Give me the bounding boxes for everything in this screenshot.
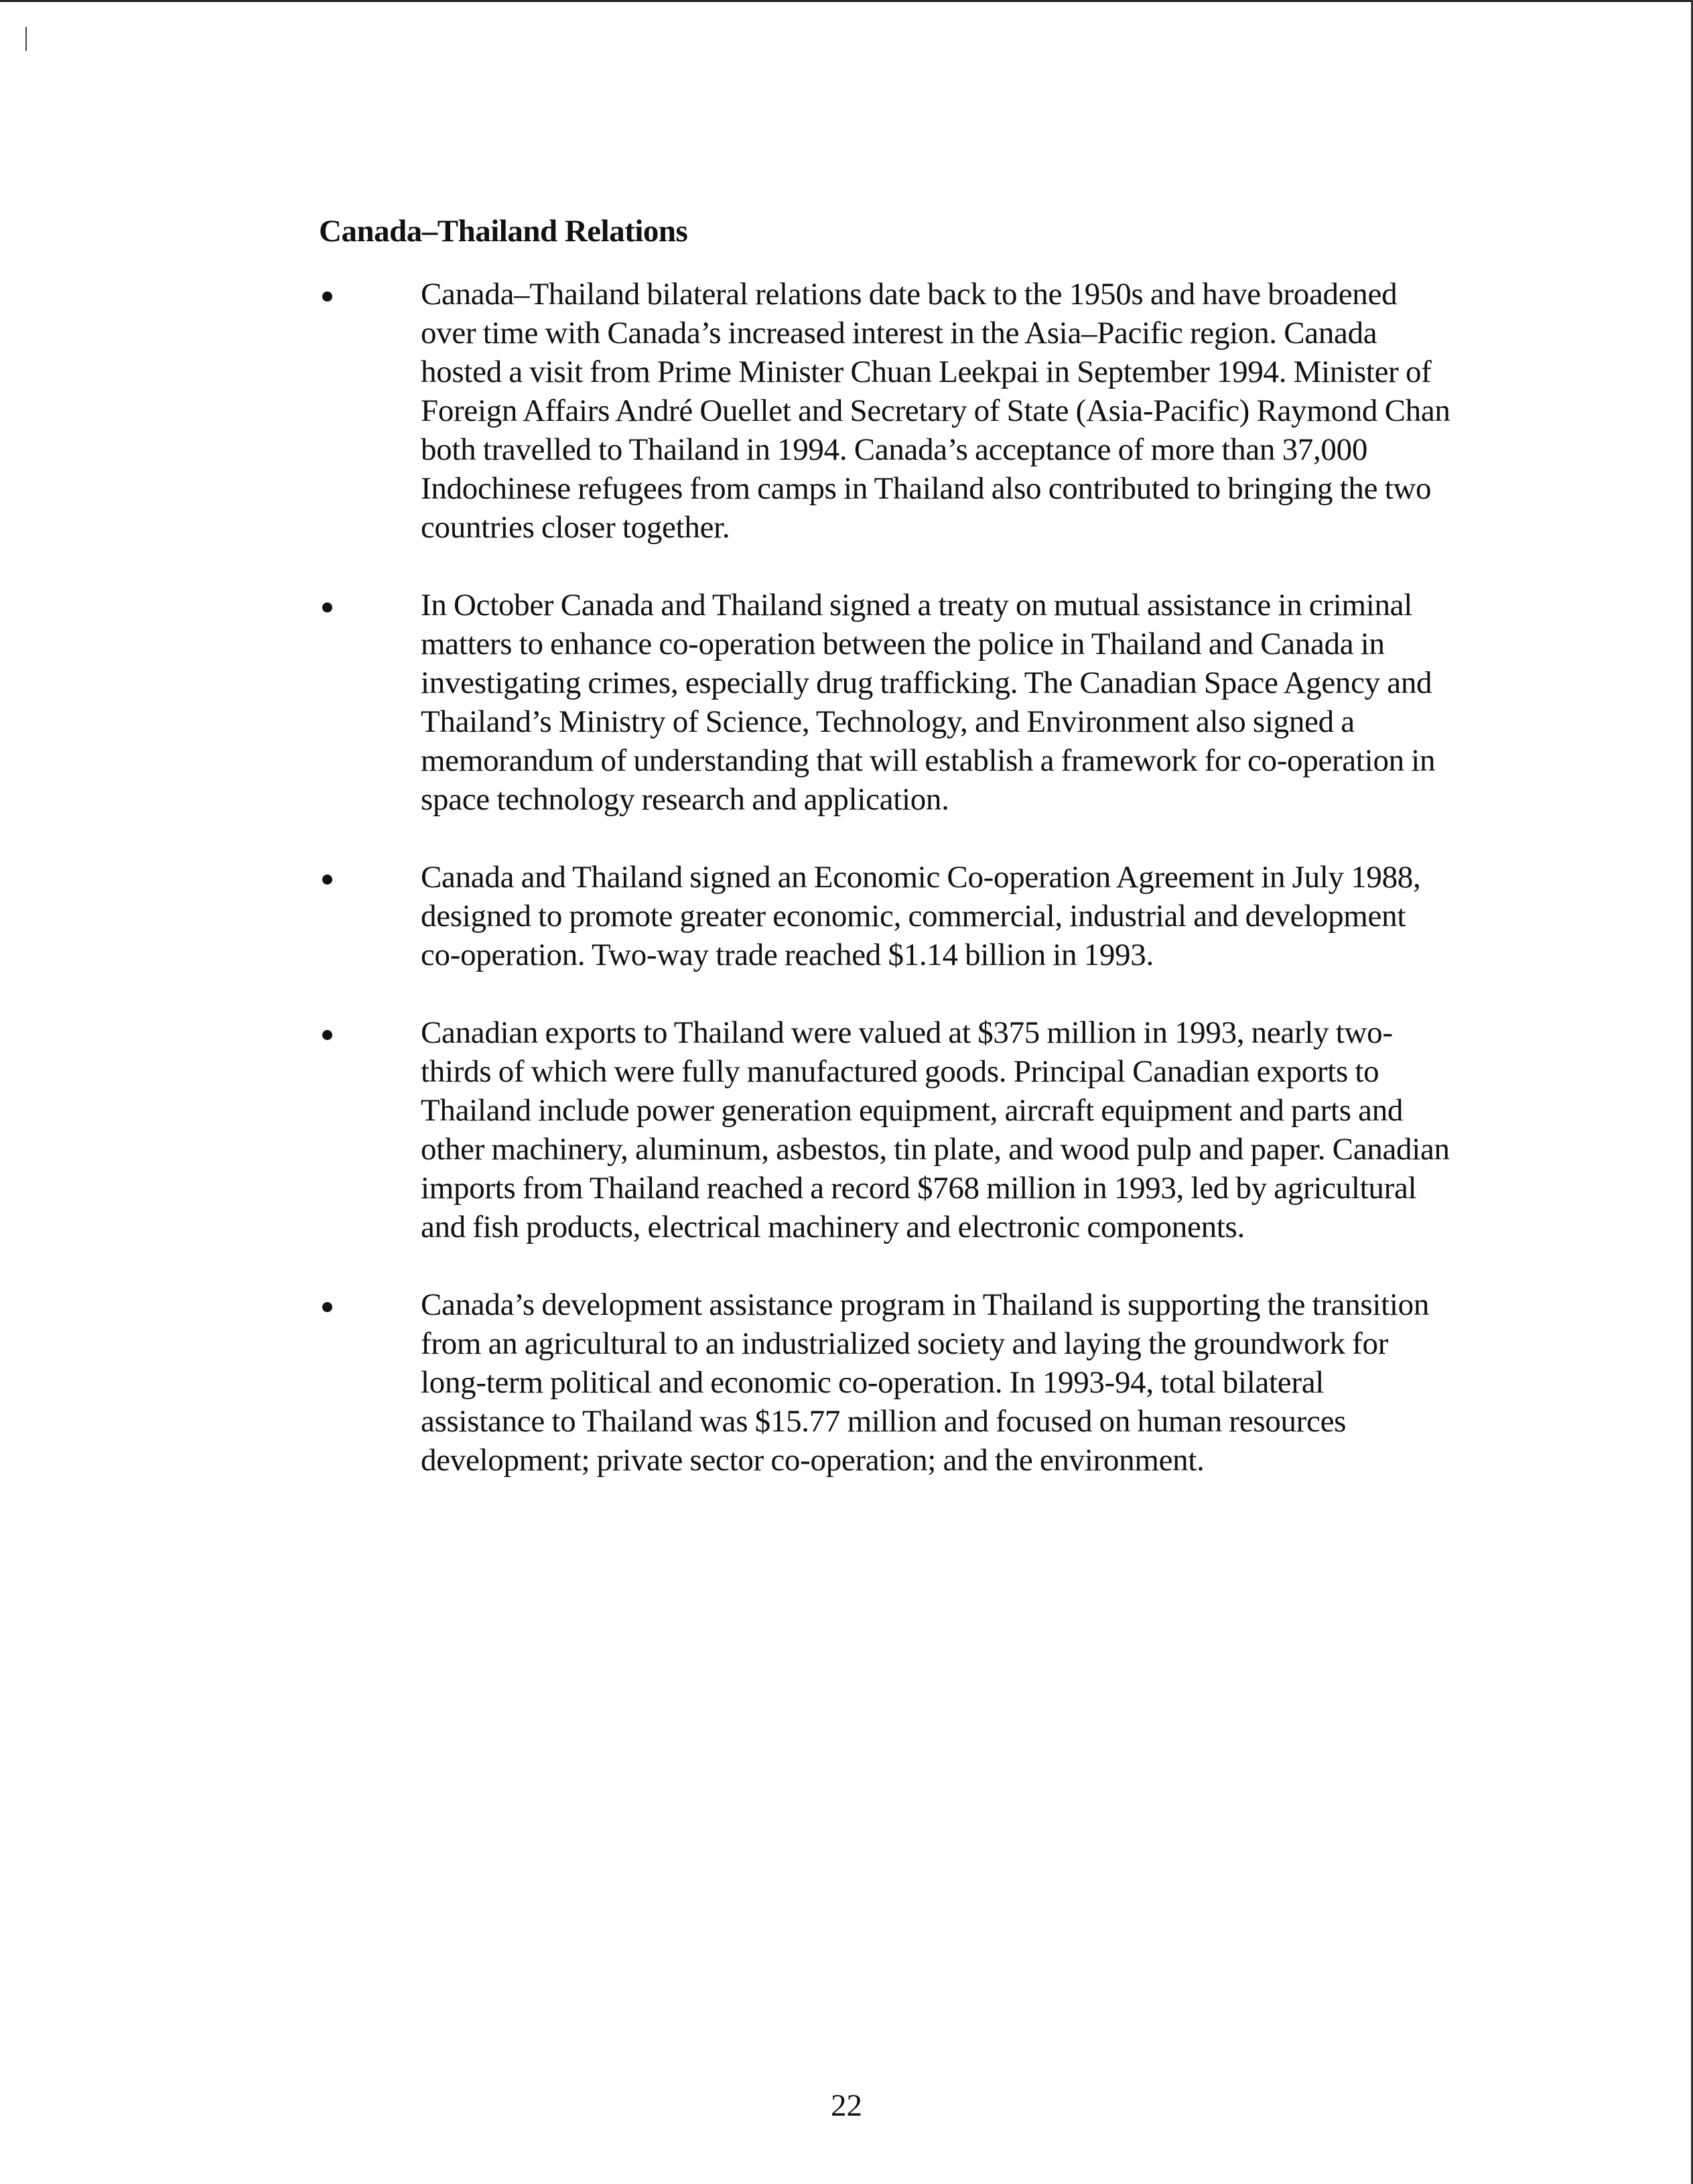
bullet-icon <box>322 1030 332 1040</box>
bullet-text: In October Canada and Thailand signed a treaty on mutual assistance in criminal matters to enhance co-operation between the police in Thailand and Canada in investigating crimes, especially drug trafficking. The Canadian Space Agency and Thailand’s Ministry of Science, Technology, and Environment also signed a memorandum of understanding that will establish a framework for co-operation in space technology research and application. <box>421 588 1436 817</box>
section-heading: Canada–Thailand Relations <box>319 214 688 249</box>
scan-edge-top <box>0 0 1693 2</box>
bullet-text: Canada and Thailand signed an Economic Co-operation Agreement in July 1988, designed to promote greater economic, commercial, industrial and development co-operation. Two-way trade reached $1.14 billion in 1993. <box>421 860 1421 972</box>
bullet-item-exports <box>319 1013 1451 1246</box>
scan-mark <box>25 27 27 51</box>
page-number: 22 <box>831 2088 862 2123</box>
bullet-text: Canada–Thailand bilateral relations date back to the 1950s and have broadened over time with Canada’s increased interest in the Asia–Pacific region. Canada hosted a visit from Prime Minister Chuan Leekpai in September 1994. Minister of Foreign Affairs André Ouellet and Secretary of State (Asia-Pacific) Raymond Chan both travelled to Thailand in 1994. Canada’s acceptance of more than 37,000 Indochinese refugees from camps in Thailand also contributed to bringing the two countries closer together. <box>421 277 1450 545</box>
bullet-list <box>319 275 1451 1519</box>
bullet-item-economic-agreement <box>319 858 1451 974</box>
bullet-text: Canadian exports to Thailand were valued at $375 million in 1993, nearly two-thirds of which were fully manufactured goods. Principal Canadian exports to Thailand include power generation equipment, aircraft equipment and parts and other machinery, aluminum, asbestos, tin plate, and wood pulp and paper. Canadian imports from Thailand reached a record $768 million in 1993, led by agricultural and fish products, electrical machinery and electronic components. <box>421 1015 1450 1244</box>
bullet-icon <box>322 1302 332 1312</box>
bullet-item-development-assistance <box>319 1285 1451 1480</box>
bullet-text: Canada’s development assistance program in Thailand is supporting the transition from an agricultural to an industrialized society and laying the groundwork for long-term political and economic co-operation. In 1993-94, total bilateral assistance to Thailand was $15.77 million and focused on human resources development; private sector co-operation; and the environment. <box>421 1287 1430 1478</box>
bullet-item-treaty <box>319 586 1451 819</box>
bullet-item-relations-history <box>319 275 1451 547</box>
bullet-icon <box>322 875 332 885</box>
bullet-icon <box>322 292 332 302</box>
bullet-icon <box>322 602 332 613</box>
